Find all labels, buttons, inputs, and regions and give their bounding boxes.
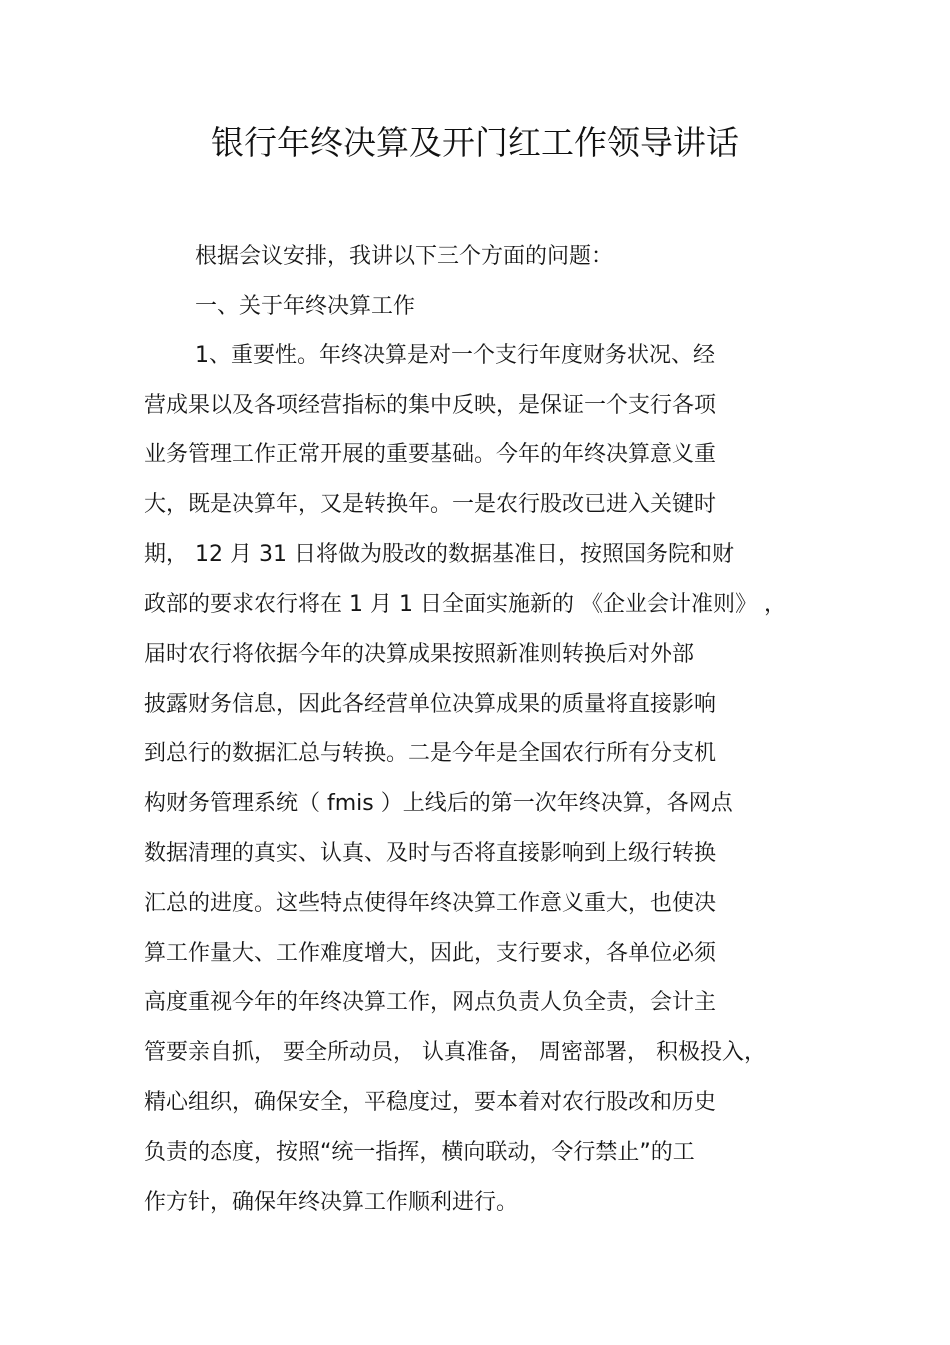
paragraph-line-6: 大，既是决算年，又是转换年。一是农行股改已进入关键时 bbox=[144, 492, 717, 517]
paragraph-line-8: 政部的要求农行将在 1 月 1 日全面实施新的 《企业会计准则》 ， bbox=[144, 592, 786, 617]
paragraph-line-17: 管要亲自抓， 要全所动员， 认真准备， 周密部署， 积极投入， bbox=[144, 1040, 766, 1065]
paragraph-line-7: 期， 12 月 31 日将做为股改的数据基准日，按照国务院和财 bbox=[144, 542, 734, 567]
paragraph-line-9: 届时农行将依据今年的决算成果按照新准则转换后对外部 bbox=[144, 642, 695, 667]
document-title: 银行年终决算及开门红工作领导讲话 bbox=[211, 123, 739, 162]
paragraph-line-4: 营成果以及各项经营指标的集中反映，是保证一个支行各项 bbox=[144, 393, 717, 418]
paragraph-line-15: 算工作量大、工作难度增大，因此，支行要求，各单位必须 bbox=[144, 941, 717, 966]
paragraph-line-19: 负责的态度，按照“统一指挥，横向联动，令行禁止”的工 bbox=[144, 1140, 695, 1165]
paragraph-line-18: 精心组织，确保安全，平稳度过，要本着对农行股改和历史 bbox=[144, 1090, 717, 1115]
paragraph-line-1: 根据会议安排，我讲以下三个方面的问题： bbox=[195, 244, 614, 269]
paragraph-line-16: 高度重视今年的年终决算工作，网点负责人负全责，会计主 bbox=[144, 990, 717, 1015]
paragraph-line-20: 作方针，确保年终决算工作顺利进行。 bbox=[144, 1190, 519, 1215]
paragraph-line-3: 1、重要性。年终决算是对一个支行年度财务状况、经 bbox=[195, 343, 715, 368]
paragraph-line-10: 披露财务信息，因此各经营单位决算成果的质量将直接影响 bbox=[144, 692, 717, 717]
paragraph-line-14: 汇总的进度。这些特点使得年终决算工作意义重大，也使决 bbox=[144, 891, 717, 916]
paragraph-line-5: 业务管理工作正常开展的重要基础。今年的年终决算意义重 bbox=[144, 442, 717, 467]
paragraph-line-13: 数据清理的真实、认真、及时与否将直接影响到上级行转换 bbox=[144, 841, 717, 866]
paragraph-line-2: 一、关于年终决算工作 bbox=[195, 294, 416, 319]
paragraph-line-12: 构财务管理系统（ fmis ）上线后的第一次年终决算，各网点 bbox=[144, 791, 733, 816]
paragraph-line-11: 到总行的数据汇总与转换。二是今年是全国农行所有分支机 bbox=[144, 741, 717, 766]
